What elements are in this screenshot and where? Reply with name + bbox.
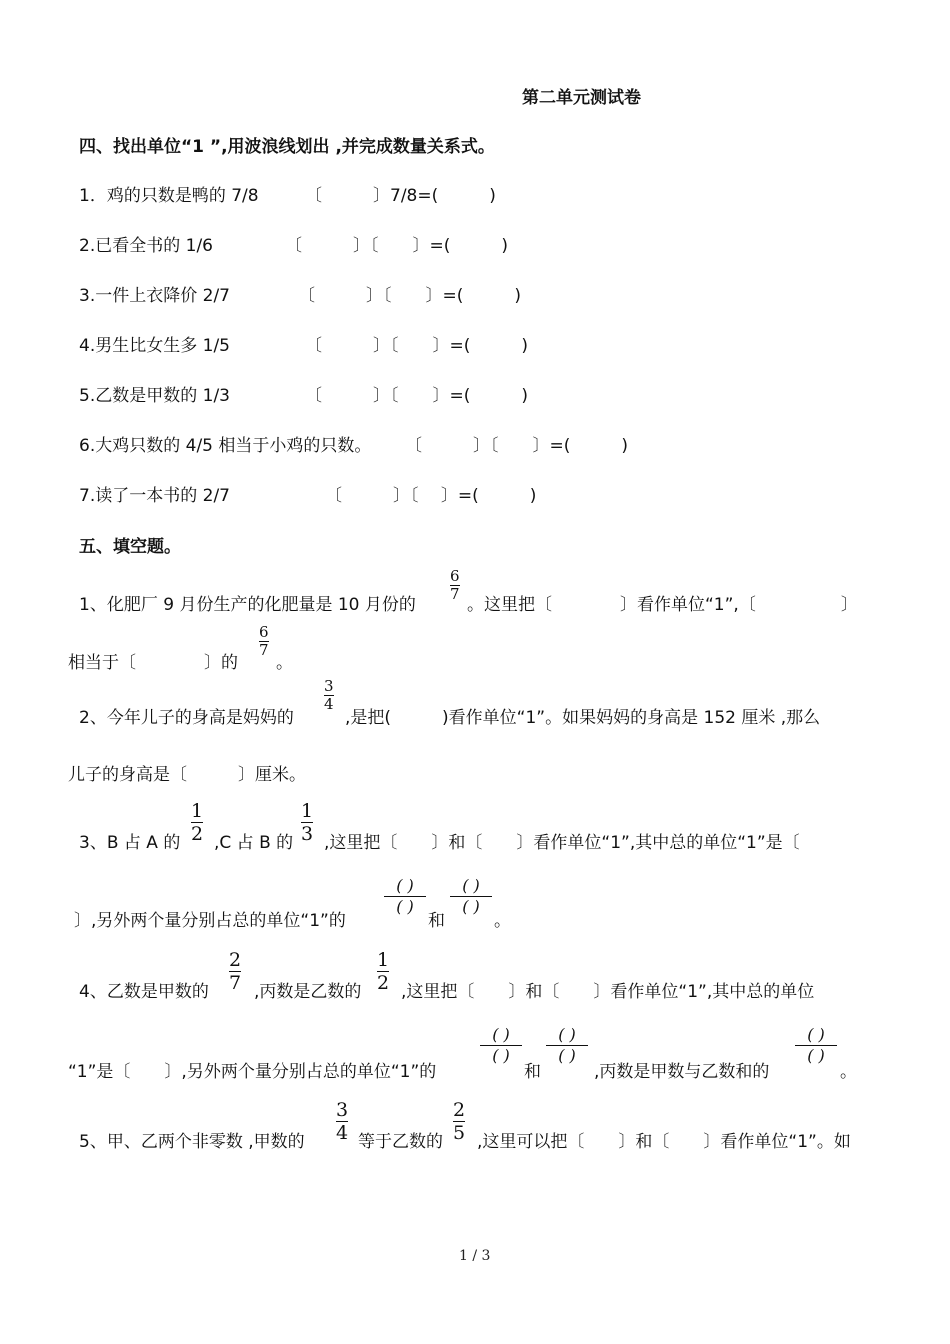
fraction-numerator: 2 — [453, 1099, 466, 1121]
s5-q3-text-g: 。 — [494, 911, 511, 931]
page-number: 1 / 3 — [459, 1248, 491, 1264]
fraction-denominator: ( ) — [492, 1046, 510, 1065]
fraction-denominator: ( ) — [462, 897, 480, 916]
s5-q1-fraction-1 — [450, 568, 460, 603]
s4-item-5-question: 5.乙数是甲数的 1/3 — [79, 386, 230, 406]
s4-item-7-blank: 〔 〕〔 〕=( ) — [325, 486, 537, 506]
fraction-denominator: 2 — [377, 972, 390, 994]
s5-q3-fraction-1 — [191, 800, 203, 845]
s5-q4-blank-fraction-3 — [795, 1025, 837, 1066]
fraction-numerator: ( ) — [558, 1025, 576, 1044]
s5-q2-text-a: 2、今年儿子的身高是妈妈的 — [79, 708, 294, 728]
s5-q3-text-a: 3、B 占 A 的 — [79, 833, 181, 853]
fraction-numerator: 2 — [229, 949, 242, 971]
s4-item-2-question: 2.已看全书的 1/6 — [79, 236, 213, 256]
s5-q3-blank-fraction-2 — [450, 876, 492, 917]
fraction-denominator: 7 — [450, 585, 460, 603]
s4-item-2-blank: 〔 〕〔 〕=( ) — [285, 236, 509, 256]
s4-item-6-question: 6.大鸡只数的 4/5 相当于小鸡的只数。 — [79, 436, 372, 456]
fraction-numerator: ( ) — [462, 876, 480, 895]
fraction-denominator: ( ) — [807, 1046, 825, 1065]
fraction-denominator: ( ) — [558, 1046, 576, 1065]
fraction-numerator: 3 — [336, 1099, 349, 1121]
s5-q5-fraction-1 — [336, 1099, 348, 1144]
s5-q4-text-e: 和 — [524, 1062, 541, 1082]
s4-item-3-question: 3.一件上衣降价 2/7 — [79, 286, 230, 306]
s5-q3-text-d: 〕,另外两个量分别占总的单位“1”的 — [74, 911, 346, 931]
s5-q5-fraction-2 — [453, 1099, 465, 1144]
s4-item-5-blank: 〔 〕〔 〕=( ) — [305, 386, 529, 406]
fraction-denominator: 2 — [191, 823, 204, 845]
fraction-numerator: 3 — [324, 677, 334, 695]
s5-q5-text-c: ,这里可以把〔 〕和〔 〕看作单位“1”。如 — [477, 1132, 851, 1152]
s5-q4-blank-fraction-2 — [546, 1025, 588, 1066]
fraction-numerator: 1 — [377, 949, 390, 971]
s4-item-7-question: 7.读了一本书的 2/7 — [79, 486, 230, 506]
s5-q1-text-a: 1、化肥厂 9 月份生产的化肥量是 10 月份的 — [79, 595, 416, 615]
fraction-numerator: 1 — [191, 800, 204, 822]
fraction-denominator: 3 — [301, 823, 314, 845]
s5-q4-text-b: ,丙数是乙数的 — [254, 982, 362, 1002]
s5-q5-text-a: 5、甲、乙两个非零数 ,甲数的 — [79, 1132, 305, 1152]
fraction-denominator: 4 — [336, 1122, 349, 1144]
s5-q1-fraction-2 — [259, 624, 269, 659]
s4-item-3-blank: 〔 〕〔 〕=( ) — [298, 286, 522, 306]
s5-q4-text-h: 。 — [840, 1062, 857, 1082]
s4-item-1-blank: 〔 〕7/8=( ) — [305, 186, 496, 206]
s5-q1-text-c: 相当于〔 〕的 — [68, 653, 238, 673]
s5-q4-text-c: ,这里把〔 〕和〔 〕看作单位“1”,其中总的单位 — [401, 982, 815, 1002]
s5-q2-text-b: ,是把( )看作单位“1”。如果妈妈的身高是 152 厘米 ,那么 — [345, 708, 821, 728]
s5-q3-text-b: ,C 占 B 的 — [214, 833, 294, 853]
s5-q2-text-c: 儿子的身高是〔 〕厘米。 — [68, 765, 306, 785]
fraction-denominator: 5 — [453, 1122, 466, 1144]
s5-q2-fraction-1 — [324, 678, 334, 713]
s5-q4-fraction-2 — [377, 949, 389, 994]
section-5-heading: 五、填空题。 — [79, 537, 181, 557]
fraction-denominator: 7 — [229, 972, 242, 994]
s5-q4-text-d: “1”是〔 〕,另外两个量分别占总的单位“1”的 — [68, 1062, 437, 1082]
fraction-numerator: 6 — [450, 567, 460, 585]
s5-q4-blank-fraction-1 — [480, 1025, 522, 1066]
s5-q1-text-b: 。这里把〔 〕看作单位“1”,〔 〕 — [467, 595, 858, 615]
s5-q3-blank-fraction-1 — [384, 876, 426, 917]
s5-q3-text-e: 和 — [428, 911, 445, 931]
section-4-heading: 四、找出单位“1 ”,用波浪线划出 ,并完成数量关系式。 — [79, 137, 495, 157]
s4-item-4-question: 4.男生比女生多 1/5 — [79, 336, 230, 356]
fraction-numerator: 6 — [259, 623, 269, 641]
s5-q3-text-c: ,这里把〔 〕和〔 〕看作单位“1”,其中总的单位“1”是〔 — [324, 833, 800, 853]
s5-q4-fraction-1 — [229, 949, 241, 994]
fraction-denominator: 4 — [324, 695, 334, 713]
fraction-denominator: ( ) — [396, 897, 414, 916]
s4-item-6-blank: 〔 〕〔 〕=( ) — [405, 436, 629, 456]
s5-q4-text-a: 4、乙数是甲数的 — [79, 982, 209, 1002]
s5-q1-text-d: 。 — [276, 653, 293, 673]
s4-item-1-question: 1．鸡的只数是鸭的 7/8 — [79, 186, 259, 206]
s5-q5-text-b: 等于乙数的 — [358, 1132, 443, 1152]
s4-item-4-blank: 〔 〕〔 〕=( ) — [305, 336, 529, 356]
s5-q4-text-g: ,丙数是甲数与乙数和的 — [594, 1062, 770, 1082]
fraction-numerator: ( ) — [807, 1025, 825, 1044]
s5-q3-fraction-2 — [301, 800, 313, 845]
fraction-numerator: 1 — [301, 800, 314, 822]
fraction-numerator: ( ) — [492, 1025, 510, 1044]
fraction-numerator: ( ) — [396, 876, 414, 895]
page-title: 第二单元测试卷 — [522, 88, 641, 108]
fraction-denominator: 7 — [259, 641, 269, 659]
